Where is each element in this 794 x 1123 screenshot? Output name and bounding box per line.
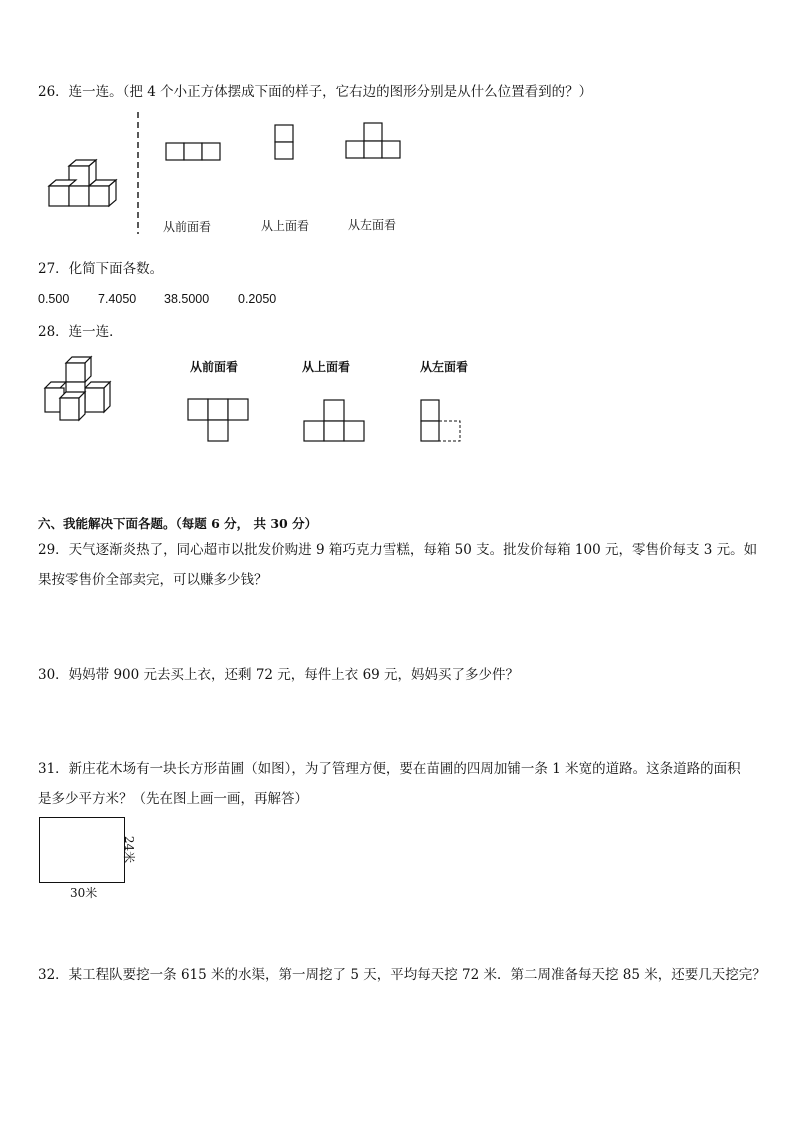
q29-line-1: 29．天气逐渐炎热了，同心超市以批发价购进 9 箱巧克力雪糕，每箱 50 支。批发价每箱 100 元，零售价每支 3 元。如 [38,542,758,558]
q26-divider [136,112,140,234]
q27-number-3: 38.5000 [164,292,210,306]
q26-cube-figure [44,158,124,220]
q28-cube-figure [40,356,120,426]
q26-label-top: 从上面看 [261,219,310,233]
q28-label-left: 从左面看 [420,360,469,374]
section-6-heading: 六、我能解决下面各题。（每题 6 分， 共 30 分） [38,516,318,531]
q30-text: 30．妈妈带 900 元去买上衣，还剩 72 元，每件上衣 69 元，妈妈买了多少件？ [38,667,520,683]
q26-view-t-shape [345,122,403,162]
q26-prompt: 26．连一连。（把 4 个小正方体摆成下面的样子，它右边的图形分别是从什么位置看到的？） [38,84,593,100]
q28-view-top [303,399,369,445]
q27-number-4: 0.2050 [238,292,277,306]
q31-nursery-rectangle [39,817,125,883]
q31-width-label: 30米 [70,886,98,900]
q26-label-front: 从前面看 [163,220,212,234]
q28-view-left [420,399,468,445]
q28-label-front: 从前面看 [190,360,239,374]
q27-prompt: 27．化简下面各数。 [38,261,164,277]
q28-label-top: 从上面看 [302,360,351,374]
q31-height-label: 24米 [122,835,137,864]
q32-text: 32．某工程队要挖一条 615 米的水渠，第一周挖了 5 天，平均每天挖 72 米．第二周准备每天挖 85 米，还要几天挖完？ [38,967,766,983]
q26-label-left: 从左面看 [348,218,397,232]
q31-line-1: 31．新庄花木场有一块长方形苗圃（如图），为了管理方便，要在苗圃的四周加铺一条 1 米宽的道路。这条道路的面积 [38,761,741,777]
q31-line-2: 是多少平方米？（先在图上画一画，再解答） [38,791,308,807]
q27-number-2: 7.4050 [98,292,137,306]
q29-line-2: 果按零售价全部卖完，可以赚多少钱？ [38,572,268,588]
q28-view-front [187,398,253,444]
q28-prompt: 28．连一连． [38,324,123,340]
q27-number-1: 0.500 [38,292,70,306]
q26-view-row [165,142,223,162]
q26-view-column [274,124,296,162]
